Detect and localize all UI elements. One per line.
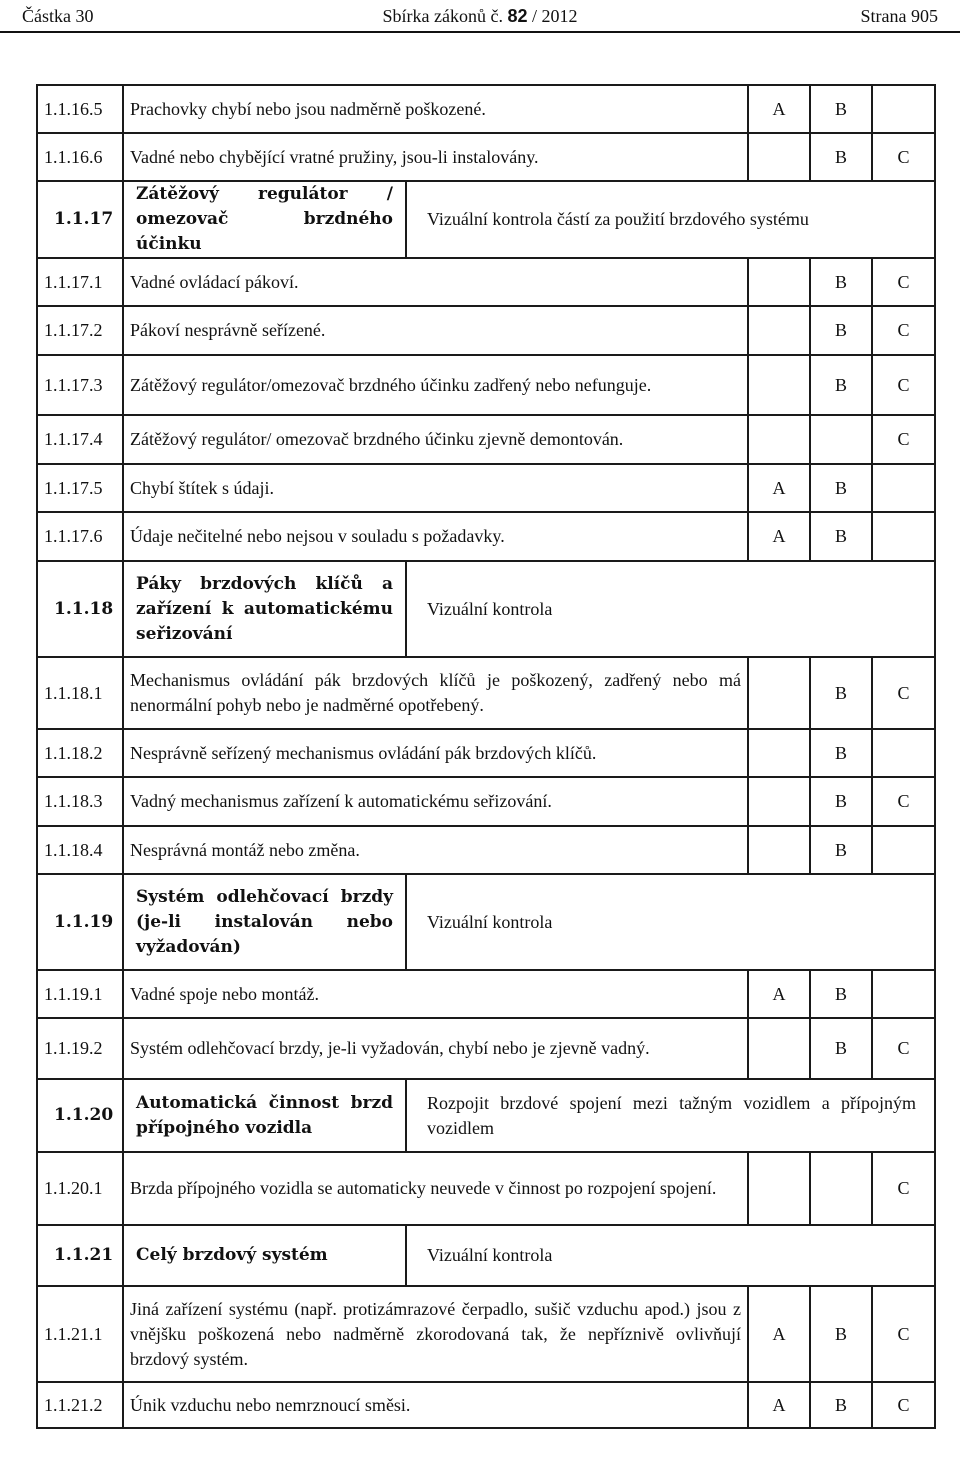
class-b: B (810, 355, 872, 415)
class-c (872, 729, 935, 777)
class-b: B (810, 1018, 872, 1079)
section-method: Vizuální kontrola (406, 1225, 935, 1286)
class-b: B (810, 1286, 872, 1382)
item-number: 1.1.19.2 (37, 1018, 123, 1079)
class-a (748, 258, 810, 306)
item-row (37, 258, 935, 306)
item-row (37, 306, 935, 355)
class-c: C (872, 258, 935, 306)
item-number: 1.1.17.6 (37, 512, 123, 561)
item-description: Vadné nebo chybějící vratné pružiny, jsou-li instalovány. (123, 133, 748, 181)
class-b (810, 415, 872, 464)
class-a (748, 826, 810, 874)
item-description: Vadné spoje nebo montáž. (123, 970, 748, 1018)
item-number: 1.1.17.2 (37, 306, 123, 355)
class-a (748, 415, 810, 464)
class-c: C (872, 1152, 935, 1225)
class-a (748, 777, 810, 826)
class-a: A (748, 464, 810, 512)
class-c: C (872, 415, 935, 464)
class-a (748, 729, 810, 777)
item-row (37, 1152, 935, 1225)
section-row (37, 561, 935, 657)
item-row (37, 464, 935, 512)
class-b (810, 1152, 872, 1225)
class-b: B (810, 133, 872, 181)
class-a (748, 133, 810, 181)
class-c (872, 826, 935, 874)
item-description: Prachovky chybí nebo jsou nadměrně poškozené. (123, 85, 748, 133)
item-number: 1.1.18.4 (37, 826, 123, 874)
class-b: B (810, 464, 872, 512)
class-c: C (872, 1286, 935, 1382)
class-b: B (810, 777, 872, 826)
item-description: Jiná zařízení systému (např. protizámrazové čerpadlo, sušič vzduchu apod.) jsou z vnějšku poškozená nebo nadměrně zkorodovaná tak, že nepříznivě ovlivňují brzdový systém. (123, 1286, 748, 1382)
section-number: 1.1.19 (37, 874, 123, 970)
section-row (37, 874, 935, 970)
item-description: Údaje nečitelné nebo nejsou v souladu s požadavky. (123, 512, 748, 561)
class-a (748, 1018, 810, 1079)
section-method: Vizuální kontrola (406, 874, 935, 970)
item-number: 1.1.18.3 (37, 777, 123, 826)
item-number: 1.1.21.1 (37, 1286, 123, 1382)
class-b: B (810, 729, 872, 777)
item-description: Vadné ovládací pákoví. (123, 258, 748, 306)
item-row (37, 512, 935, 561)
section-number: 1.1.21 (37, 1225, 123, 1286)
section-method: Rozpojit brzdové spojení mezi tažným vozidlem a přípojným vozidlem (406, 1079, 935, 1152)
item-row (37, 1382, 935, 1428)
item-description: Brzda přípojného vozidla se automaticky neuvede v činnost po rozpojení spojení. (123, 1152, 748, 1225)
item-number: 1.1.16.5 (37, 85, 123, 133)
item-number: 1.1.16.6 (37, 133, 123, 181)
section-method: Vizuální kontrola (406, 561, 935, 657)
item-description: Vadný mechanismus zařízení k automatickému seřizování. (123, 777, 748, 826)
section-row (37, 1225, 935, 1286)
item-description: Systém odlehčovací brzdy, je-li vyžadován, chybí nebo je zjevně vadný. (123, 1018, 748, 1079)
class-a: A (748, 1382, 810, 1428)
class-a: A (748, 1286, 810, 1382)
inspection-table (36, 84, 936, 1429)
section-name: Automatická činnost brzd přípojného vozidla (123, 1079, 406, 1152)
class-c: C (872, 1018, 935, 1079)
class-b: B (810, 258, 872, 306)
item-row (37, 1018, 935, 1079)
section-name: Zátěžový regulátor / omezovač brzdného účinku (123, 181, 406, 258)
item-description: Nesprávně seřízený mechanismus ovládání pák brzdových klíčů. (123, 729, 748, 777)
page-header (22, 2, 938, 30)
item-description: Chybí štítek s údaji. (123, 464, 748, 512)
item-number: 1.1.17.3 (37, 355, 123, 415)
item-description: Pákoví nesprávně seřízené. (123, 306, 748, 355)
header-page-number: Strana 905 (860, 5, 938, 26)
item-number: 1.1.18.2 (37, 729, 123, 777)
item-number: 1.1.21.2 (37, 1382, 123, 1428)
item-number: 1.1.17.5 (37, 464, 123, 512)
class-b: B (810, 970, 872, 1018)
item-number: 1.1.17.1 (37, 258, 123, 306)
class-c: C (872, 657, 935, 729)
section-name: Páky brzdových klíčů a zařízení k automatickému seřizování (123, 561, 406, 657)
item-row (37, 355, 935, 415)
item-row (37, 729, 935, 777)
section-name: Systém odlehčovací brzdy (je-li instalován nebo vyžadován) (123, 874, 406, 970)
class-c: C (872, 133, 935, 181)
item-row (37, 1286, 935, 1382)
class-b: B (810, 826, 872, 874)
item-number: 1.1.18.1 (37, 657, 123, 729)
header-collection: Sbírka zákonů č. 82 / 2012 (382, 5, 578, 26)
section-number: 1.1.18 (37, 561, 123, 657)
class-c (872, 85, 935, 133)
item-description: Nesprávná montáž nebo změna. (123, 826, 748, 874)
class-c: C (872, 777, 935, 826)
class-a (748, 1152, 810, 1225)
class-c (872, 970, 935, 1018)
class-a (748, 306, 810, 355)
class-a: A (748, 970, 810, 1018)
item-number: 1.1.20.1 (37, 1152, 123, 1225)
section-method: Vizuální kontrola částí za použití brzdového systému (406, 181, 935, 258)
class-a (748, 355, 810, 415)
class-a (748, 657, 810, 729)
class-c (872, 464, 935, 512)
class-b: B (810, 512, 872, 561)
item-row (37, 777, 935, 826)
class-b: B (810, 1382, 872, 1428)
item-description: Mechanismus ovládání pák brzdových klíčů je poškozený, zadřený nebo má nenormální pohyb nebo je nadměrné opotřebený. (123, 657, 748, 729)
item-description: Únik vzduchu nebo nemrznoucí směsi. (123, 1382, 748, 1428)
item-number: 1.1.19.1 (37, 970, 123, 1018)
class-a: A (748, 512, 810, 561)
header-rule (0, 31, 960, 33)
section-name: Celý brzdový systém (123, 1225, 406, 1286)
class-c: C (872, 355, 935, 415)
item-row (37, 133, 935, 181)
class-b: B (810, 306, 872, 355)
section-row (37, 181, 935, 258)
class-a: A (748, 85, 810, 133)
item-row (37, 826, 935, 874)
section-number: 1.1.17 (37, 181, 123, 258)
class-b: B (810, 85, 872, 133)
item-number: 1.1.17.4 (37, 415, 123, 464)
class-c: C (872, 306, 935, 355)
header-issue: Částka 30 (22, 5, 94, 26)
class-b: B (810, 657, 872, 729)
section-number: 1.1.20 (37, 1079, 123, 1152)
item-row (37, 657, 935, 729)
item-row (37, 85, 935, 133)
item-description: Zátěžový regulátor/ omezovač brzdného účinku zjevně demontován. (123, 415, 748, 464)
item-description: Zátěžový regulátor/omezovač brzdného účinku zadřený nebo nefunguje. (123, 355, 748, 415)
class-c: C (872, 1382, 935, 1428)
class-c (872, 512, 935, 561)
item-row (37, 970, 935, 1018)
item-row (37, 415, 935, 464)
section-row (37, 1079, 935, 1152)
